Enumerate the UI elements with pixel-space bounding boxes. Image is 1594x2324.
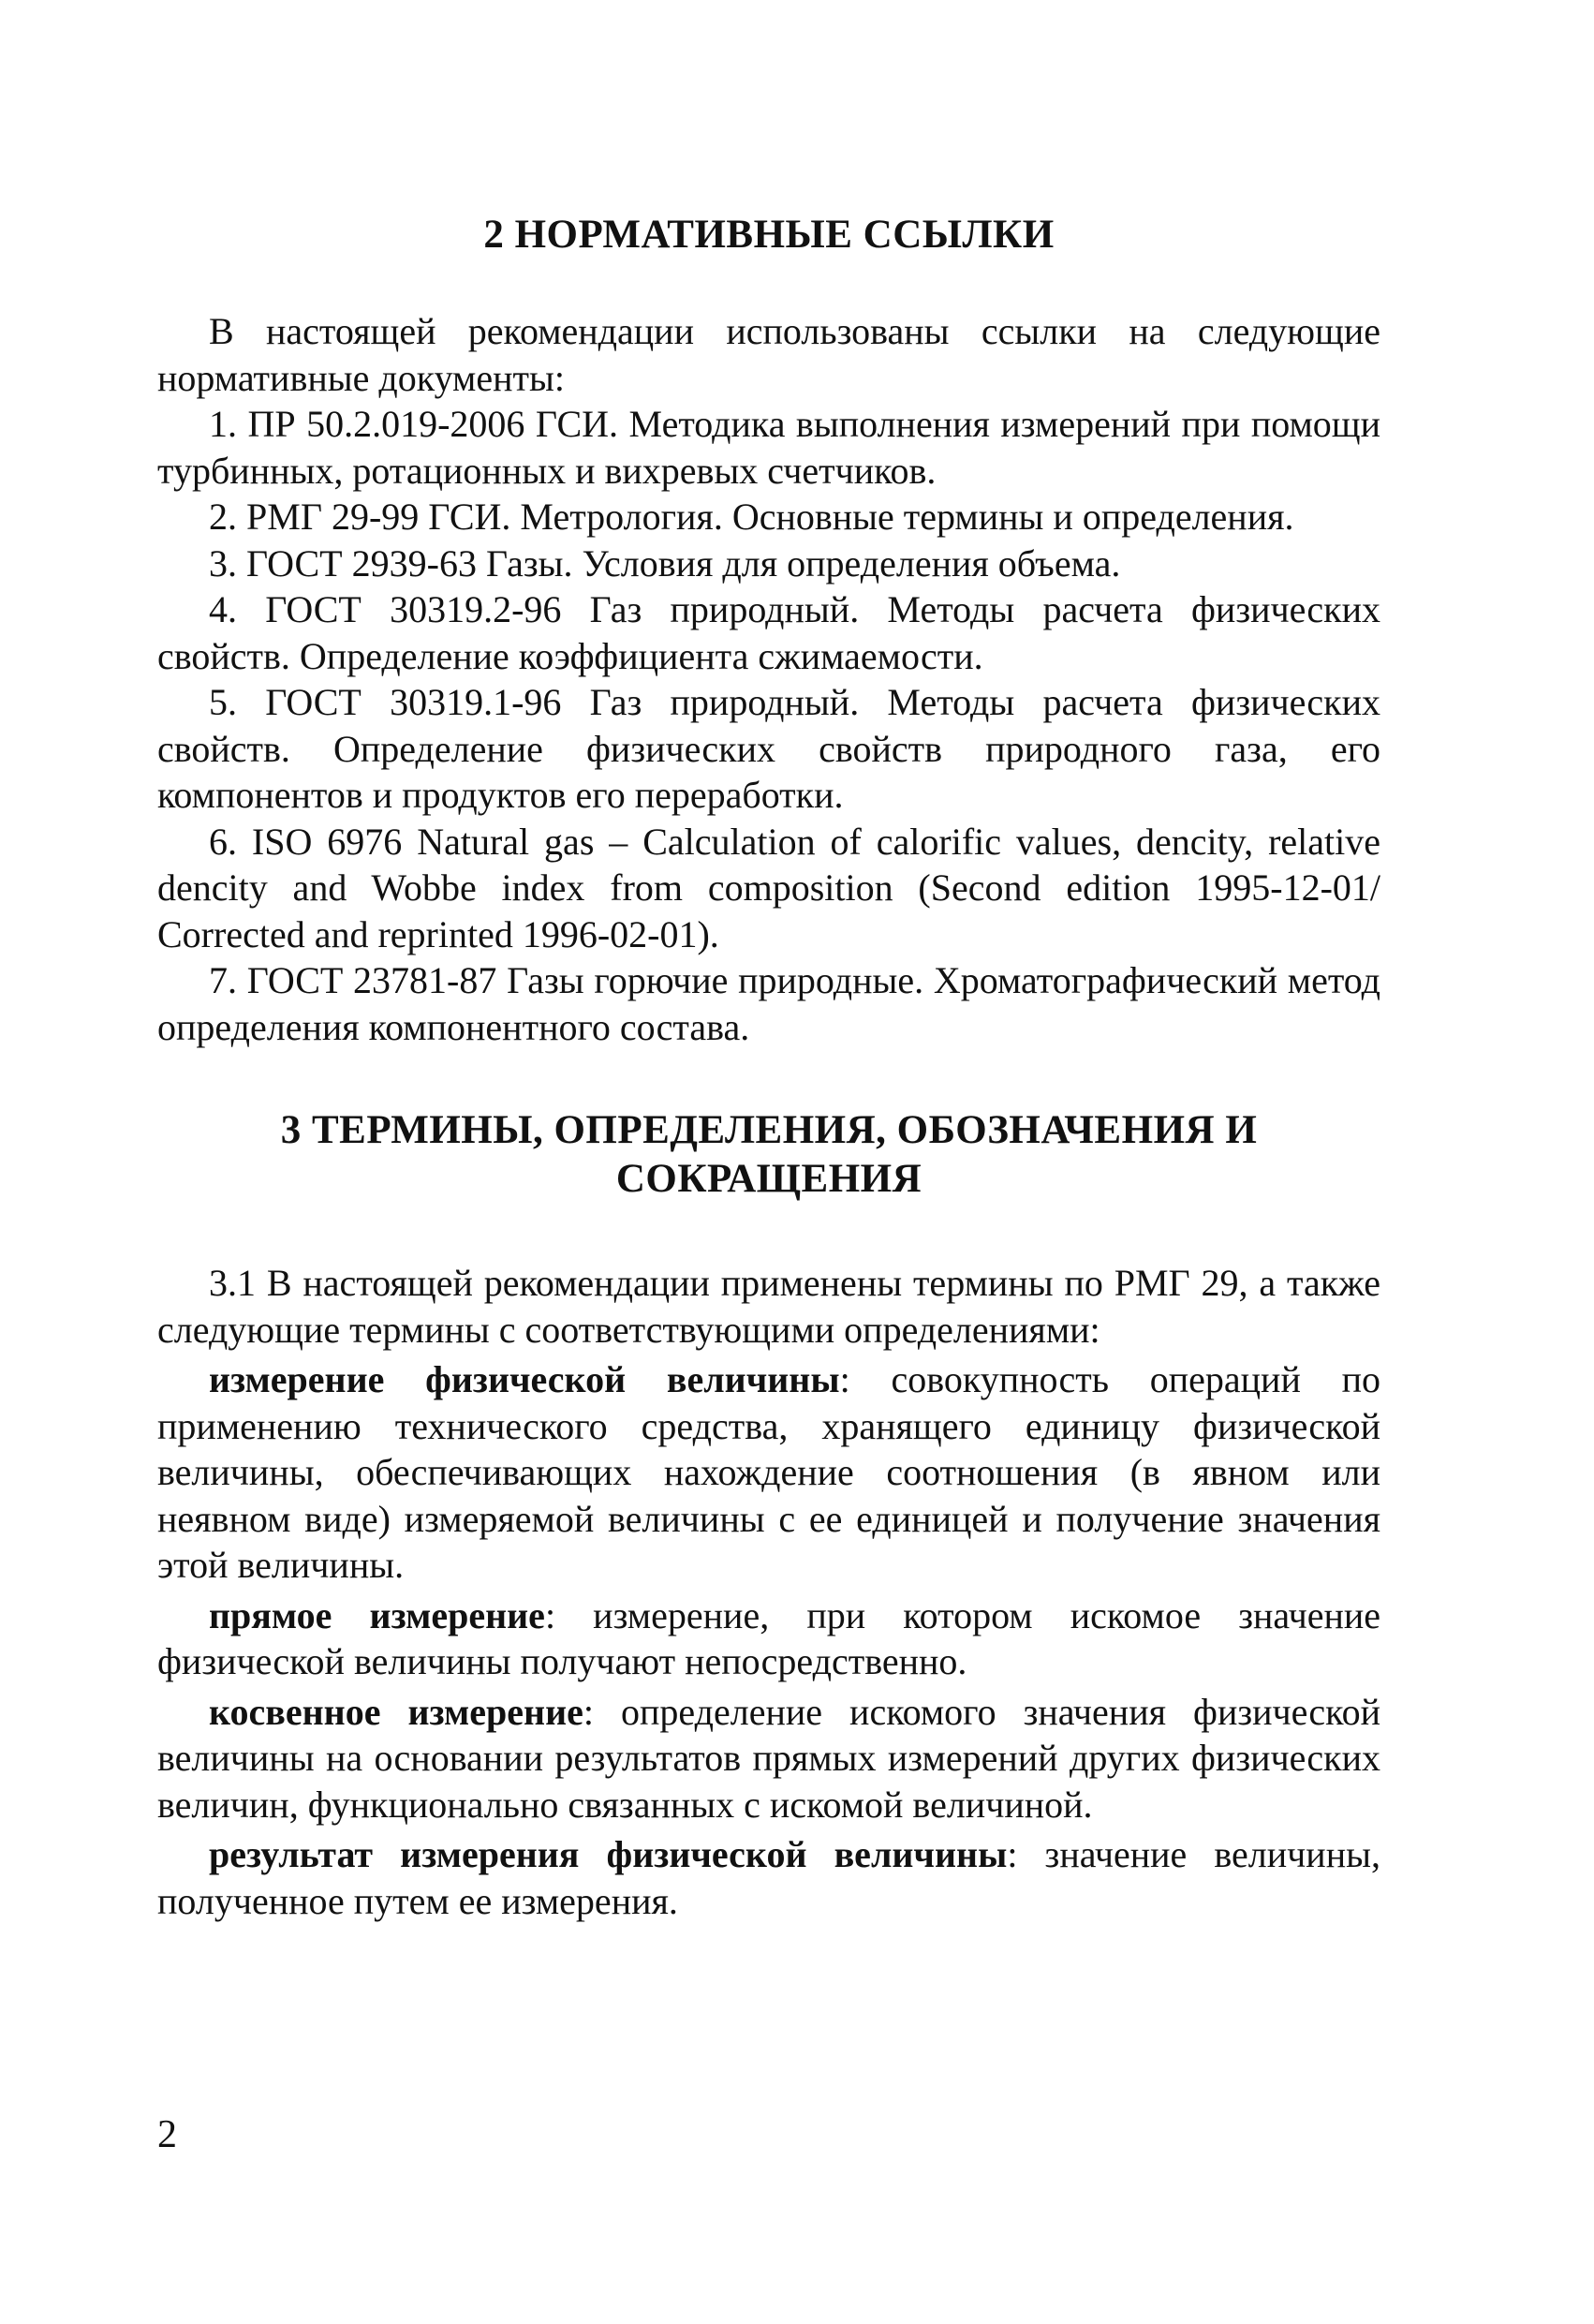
reference-item-3: 3. ГОСТ 2939-63 Газы. Условия для определения объема. [209,541,1121,585]
definition-term: результат измерения физической величины [209,1833,1008,1875]
definition-text: : совокупность операций по применению технического средства, хранящего единицу физической величины, обеспечивающих нахождение соотношения (в явном или неявном виде) измеряемой величины с ее единицей и получение значения этой величины. [157,1358,1381,1586]
definition-4 [157,1831,1380,1924]
reference-item-6: 6. ISO 6976 Natural gas – Calculation of calorific values, dencity, relative dencity and Wobbe index from composition (Second edition 1995-12-01/ Corrected and reprinted 1996-02-01). [157,820,1380,955]
definition-text: : значение величины, полученное путем ее измерения. [157,1833,1380,1922]
document-page [157,211,1380,1924]
page-number: 2 [157,2113,177,2156]
section-3-title-line-1: 3 ТЕРМИНЫ, ОПРЕДЕЛЕНИЯ, ОБОЗНАЧЕНИЯ И [280,1108,1258,1152]
reference-item-4: 4. ГОСТ 30319.2-96 Газ природный. Методы расчета физических свойств. Определение коэффициента сжимаемости. [157,588,1380,677]
definition-2 [157,1592,1380,1685]
reference-item-5: 5. ГОСТ 30319.1-96 Газ природный. Методы расчета физических свойств. Определение физических свойств природного газа, его компонентов и продуктов его переработки. [157,681,1380,816]
section-3-title-line-2: СОКРАЩЕНИЯ [615,1157,922,1201]
definition-text: : измерение, при котором искомое значение физической величины получают непосредственно. [157,1593,1381,1682]
reference-item-7: 7. ГОСТ 23781-87 Газы горючие природные. Хроматографический метод определения компонентного состава. [157,959,1380,1048]
definition-term: измерение физической величины [209,1358,840,1400]
section-3-title [157,1106,1380,1204]
definition-term: прямое измерение [209,1593,545,1636]
section-3-intro: 3.1 В настоящей рекомендации применены термины по РМГ 29, а также следующие термины с соответствующими определениями: [157,1262,1380,1351]
definition-3 [157,1689,1380,1828]
reference-item-1: 1. ПР 50.2.019-2006 ГСИ. Методика выполнения измерений при помощи турбинных, ротационных и вихревых счетчиков. [157,403,1380,492]
section-2-title: 2 НОРМАТИВНЫЕ ССЫЛКИ [483,213,1055,257]
definition-text: : определение искомого значения физической величины на основании результатов прямых измерений других физических величин, функционально связанных с искомой величиной. [157,1690,1380,1826]
definition-term: косвенное измерение [209,1690,583,1733]
definition-1 [157,1356,1380,1589]
section-2-intro: В настоящей рекомендации использованы ссылки на следующие нормативные документы: [157,310,1380,399]
reference-item-2: 2. РМГ 29-99 ГСИ. Метрология. Основные термины и определения. [209,496,1294,538]
